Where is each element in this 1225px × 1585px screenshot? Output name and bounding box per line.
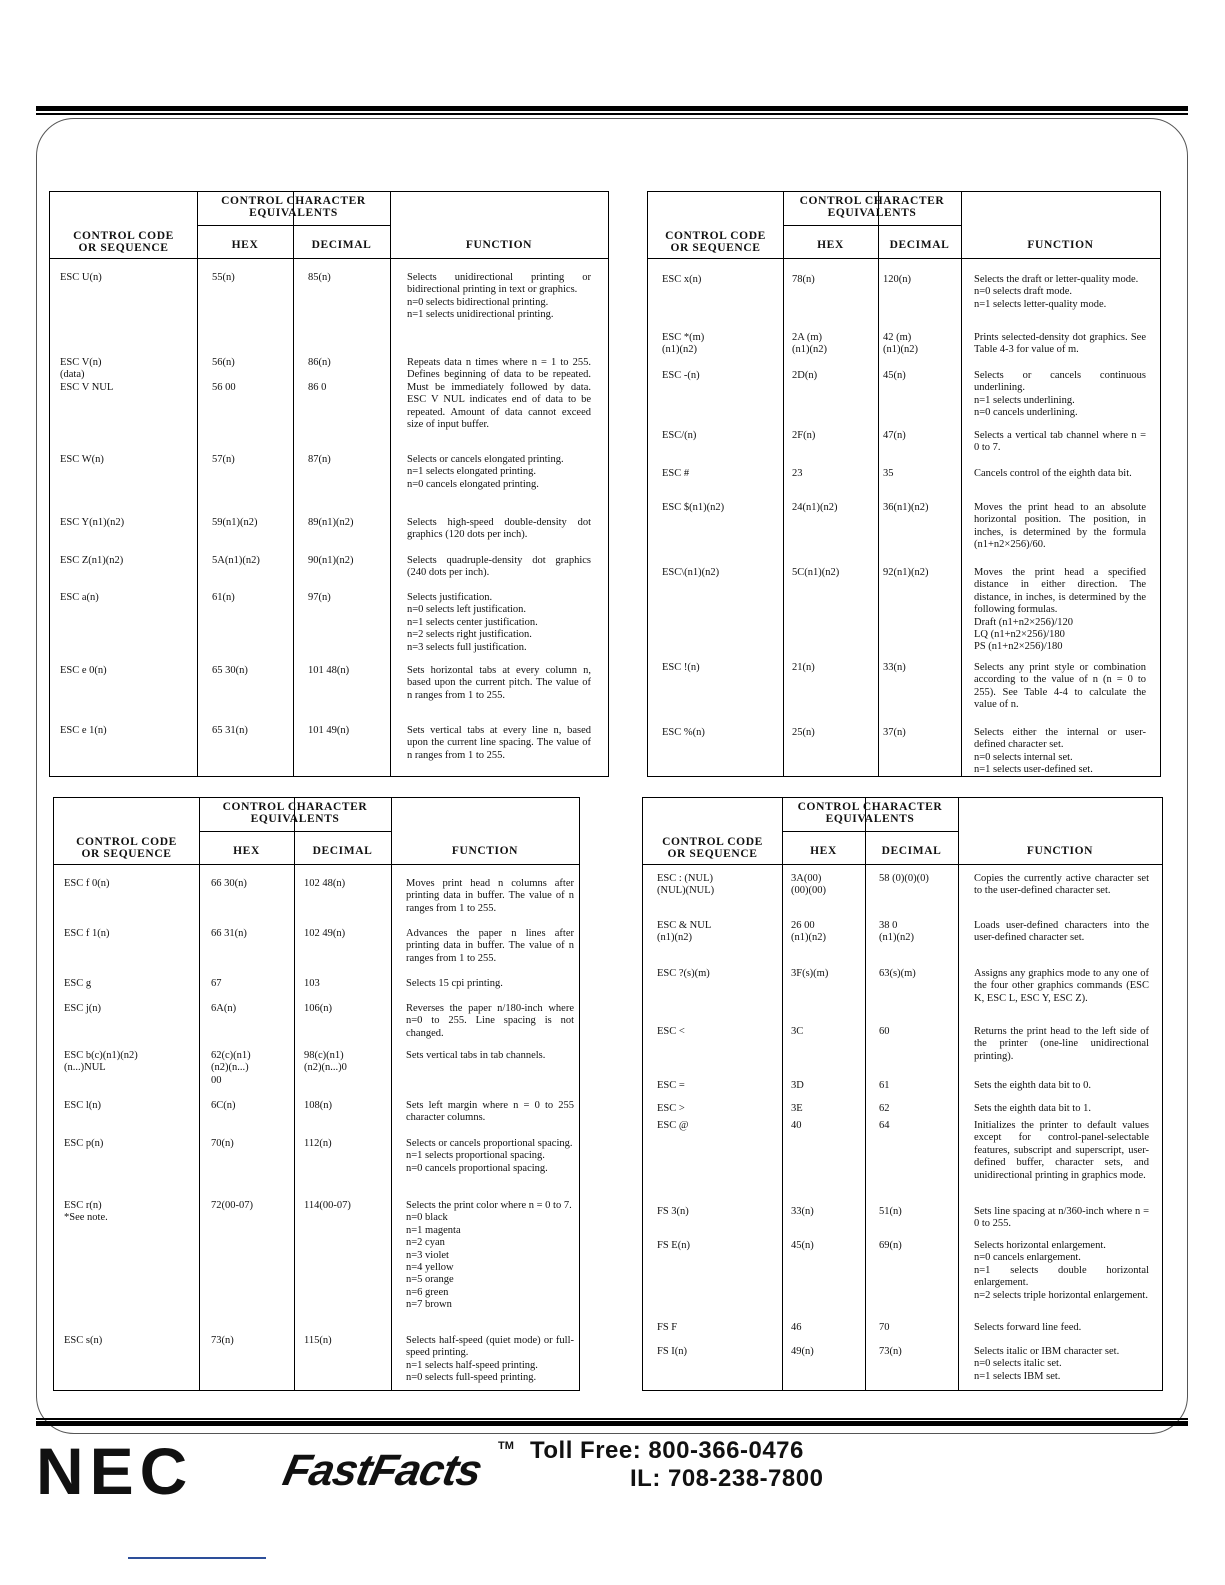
code-cell: ESC %(n) (662, 727, 705, 738)
decimal-cell: 45(n) (883, 370, 906, 381)
function-cell: Selects high-speed double-density dot graphics (120 dots per inch). (407, 517, 591, 541)
function-cell: Selects any print style or combination according to the value of n (n = 0 to 255). See Table 4-4 to calculate the value of n. (974, 662, 1146, 711)
decimal-cell: 115(n) (304, 1335, 332, 1346)
decimal-cell: 97(n) (308, 592, 331, 603)
hex-cell: 67 (211, 978, 222, 989)
bottom-link-bar (128, 1557, 266, 1559)
code-cell: ESC f 0(n) (64, 878, 110, 889)
code-cell: ESC l(n) (64, 1100, 102, 1111)
decimal-cell: 85(n) (308, 272, 331, 283)
header-function: FUNCTION (1027, 239, 1094, 251)
header-equivalents: CONTROL CHARACTER EQUIVALENTS (797, 801, 943, 825)
header-hex: HEX (231, 239, 259, 251)
column-divider (391, 798, 392, 1390)
bottom-rule-thick (36, 1421, 1188, 1426)
hex-cell: 55(n) (212, 272, 235, 283)
decimal-cell: 92(n1)(n2) (883, 567, 929, 578)
hex-cell: 78(n) (792, 274, 815, 285)
decimal-cell: 33(n) (883, 662, 906, 673)
footer (36, 1434, 1188, 1508)
code-cell: FS E(n) (657, 1240, 690, 1251)
header-equivalents: CONTROL CHARACTER EQUIVALENTS (222, 801, 368, 825)
function-cell: Sets the eighth data bit to 1. (974, 1103, 1091, 1114)
function-cell: Copies the currently active character set to the user-defined character set. (974, 873, 1149, 897)
decimal-cell: 98(c)(n1) (n2)(n...)0 (304, 1050, 347, 1074)
code-cell: ESC < (657, 1026, 685, 1037)
code-cell: ESC > (657, 1103, 685, 1114)
decimal-cell: 103 (304, 978, 320, 989)
hex-cell: 6C(n) (211, 1100, 236, 1111)
function-cell: Repeats data n times where n = 1 to 255. Defines beginning of data to be repeated. Must be immediately followed by data. ESC V NUL indicates end of data to be repeated. Amount of data cannot exceed size of input buffer. (407, 357, 591, 431)
column-divider (865, 798, 866, 1390)
decimal-cell: 47(n) (883, 430, 906, 441)
code-cell: ESC @ (657, 1120, 689, 1131)
top-rule-thick (36, 106, 1188, 111)
column-divider (782, 798, 783, 1390)
code-cell: ESC ?(s)(m) (657, 968, 710, 979)
code-cell: ESC x(n) (662, 274, 702, 285)
code-cell: ESC $(n1)(n2) (662, 502, 725, 513)
header-control-code: CONTROL CODE OR SEQUENCE (76, 836, 177, 860)
code-cell: ESC !(n) (662, 662, 700, 673)
function-cell: Selects either the internal or user-defined character set. n=0 selects internal set. n=1 selects user-defined set. (974, 727, 1146, 776)
bottom-rule-thin (36, 1418, 1188, 1420)
command-table-2 (647, 191, 1161, 777)
code-cell: ESC f 1(n) (64, 928, 110, 939)
code-cell: ESC a(n) (60, 592, 99, 603)
column-divider (958, 798, 959, 1390)
function-cell: Selects or cancels elongated printing. n=1 selects elongated printing. n=0 cancels elongated printing. (407, 454, 564, 490)
decimal-cell: 108(n) (304, 1100, 332, 1111)
command-table-1 (49, 191, 609, 777)
function-cell: Selects forward line feed. (974, 1322, 1082, 1333)
hex-cell: 73(n) (211, 1335, 234, 1346)
code-cell: ESC = (657, 1080, 685, 1091)
code-cell: ESC -(n) (662, 370, 700, 381)
hex-cell: 57(n) (212, 454, 235, 465)
hex-cell: 26 00 (n1)(n2) (791, 920, 826, 944)
hex-cell: 33(n) (791, 1206, 814, 1217)
hex-cell: 3D (791, 1080, 804, 1091)
code-cell: ESC & NUL (n1)(n2) (657, 920, 712, 944)
function-cell: Selects horizontal enlargement. n=0 cancels enlargement. n=1 selects double horizontal enlargement. n=2 selects triple horizontal enlargement. (974, 1240, 1149, 1301)
decimal-cell: 106(n) (304, 1003, 332, 1014)
hex-cell: 65 31(n) (212, 725, 248, 736)
function-cell: Selects justification. n=0 selects left justification. n=1 selects center justification. n=2 selects right justification. n=3 selects full justification. (407, 592, 538, 653)
header-decimal: DECIMAL (889, 239, 950, 251)
illinois-number: IL: 708-238-7800 (630, 1465, 824, 1492)
decimal-cell: 61 (879, 1080, 890, 1091)
hex-cell: 56(n) 56 00 (212, 357, 236, 393)
function-cell: Selects the draft or letter-quality mode. n=0 selects draft mode. n=1 selects letter-quality mode. (974, 274, 1139, 310)
hex-cell: 3F(s)(m) (791, 968, 829, 979)
header-decimal: DECIMAL (312, 845, 373, 857)
code-cell: ESC\(n1)(n2) (662, 567, 720, 578)
decimal-cell: 86(n) 86 0 (308, 357, 331, 393)
code-cell: ESC r(n) *See note. (64, 1200, 108, 1224)
hex-cell: 61(n) (212, 592, 235, 603)
equivalents-divider (197, 225, 390, 226)
code-cell: ESC U(n) (60, 272, 102, 283)
column-divider (199, 798, 200, 1390)
hex-cell: 66 30(n) (211, 878, 247, 889)
column-divider (878, 192, 879, 776)
code-cell: ESC : (NUL) (NUL)(NUL) (657, 873, 715, 897)
decimal-cell: 58 (0)(0)(0) (879, 873, 929, 884)
hex-cell: 70(n) (211, 1138, 234, 1149)
code-cell: ESC V(n) (data) ESC V NUL (60, 357, 114, 393)
code-cell: ESC Y(n1)(n2) (60, 517, 125, 528)
hex-cell: 72(00-07) (211, 1200, 253, 1211)
trademark-mark: TM (498, 1440, 514, 1452)
function-cell: Cancels control of the eighth data bit. (974, 468, 1132, 479)
decimal-cell: 35 (883, 468, 894, 479)
column-divider (294, 798, 295, 1390)
code-cell: ESC s(n) (64, 1335, 103, 1346)
toll-free-number: Toll Free: 800-366-0476 (530, 1437, 804, 1464)
decimal-cell: 63(s)(m) (879, 968, 916, 979)
header-hex: HEX (810, 845, 837, 857)
header-equivalents: CONTROL CHARACTER EQUIVALENTS (221, 195, 366, 219)
code-cell: ESC W(n) (60, 454, 104, 465)
decimal-cell: 51(n) (879, 1206, 902, 1217)
function-cell: Selects unidirectional printing or bidirectional printing in text or graphics. n=0 selects bidirectional printing. n=1 selects unidirectional printing. (407, 272, 591, 321)
code-cell: ESC/(n) (662, 430, 697, 441)
code-cell: ESC # (662, 468, 690, 479)
decimal-cell: 36(n1)(n2) (883, 502, 929, 513)
function-cell: Selects 15 cpi printing. (406, 978, 503, 989)
function-cell: Sets horizontal tabs at every column n, based upon the current pitch. The value of n ranges from 1 to 255. (407, 665, 591, 701)
decimal-cell: 114(00-07) (304, 1200, 351, 1211)
function-cell: Selects a vertical tab channel where n = 0 to 7. (974, 430, 1146, 454)
hex-cell: 45(n) (791, 1240, 814, 1251)
function-cell: Initializes the printer to default values except for control-panel-selectable features, subscript and superscript, user-defined buffer, character sets, and unidirectional printing in graphics mode. (974, 1120, 1149, 1181)
code-cell: ESC b(c)(n1)(n2) (n...)NUL (64, 1050, 138, 1074)
decimal-cell: 101 48(n) (308, 665, 350, 676)
column-divider (197, 192, 198, 776)
function-cell: Assigns any graphics mode to any one of the four other graphics commands (ESC K, ESC L, ESC Y, ESC Z). (974, 968, 1149, 1004)
hex-cell: 66 31(n) (211, 928, 247, 939)
header-function: FUNCTION (465, 239, 533, 251)
hex-cell: 2A (m) (n1)(n2) (792, 332, 827, 356)
function-cell: Sets the eighth data bit to 0. (974, 1080, 1091, 1091)
hex-cell: 59(n1)(n2) (212, 517, 258, 528)
function-cell: Sets line spacing at n/360-inch where n = 0 to 255. (974, 1206, 1149, 1230)
column-divider (783, 192, 784, 776)
code-cell: FS I(n) (657, 1346, 688, 1357)
hex-cell: 6A(n) (211, 1003, 237, 1014)
decimal-cell: 70 (879, 1322, 890, 1333)
header-equivalents: CONTROL CHARACTER EQUIVALENTS (799, 195, 945, 219)
code-cell: ESC e 1(n) (60, 725, 107, 736)
hex-cell: 40 (791, 1120, 802, 1131)
function-cell: Sets vertical tabs at every line n, based upon the current line spacing. The value of n ranges from 1 to 255. (407, 725, 591, 761)
decimal-cell: 87(n) (308, 454, 331, 465)
header-hex: HEX (233, 845, 260, 857)
function-cell: Reverses the paper n/180-inch where n=0 to 255. Line spacing is not changed. (406, 1003, 574, 1039)
function-cell: Prints selected-density dot graphics. See Table 4-3 for value of m. (974, 332, 1146, 356)
fastfacts-logo: FastFacts (278, 1446, 486, 1495)
hex-cell: 2D(n) (792, 370, 818, 381)
function-cell: Selects half-speed (quiet mode) or full-speed printing. n=1 selects half-speed printing. n=0 selects full-speed printing. (406, 1335, 574, 1384)
decimal-cell: 38 0 (n1)(n2) (879, 920, 914, 944)
decimal-cell: 73(n) (879, 1346, 902, 1357)
hex-cell: 25(n) (792, 727, 815, 738)
decimal-cell: 60 (879, 1026, 890, 1037)
function-cell: Selects quadruple-density dot graphics (240 dots per inch). (407, 555, 591, 579)
column-divider (961, 192, 962, 776)
code-cell: ESC p(n) (64, 1138, 104, 1149)
hex-cell: 2F(n) (792, 430, 816, 441)
hex-cell: 46 (791, 1322, 802, 1333)
function-cell: Sets vertical tabs in tab channels. (406, 1050, 546, 1061)
hex-cell: 3E (791, 1103, 803, 1114)
function-cell: Selects the print color where n = 0 to 7. n=0 black n=1 magenta n=2 cyan n=3 violet n=4 yellow n=5 orange n=6 green n=7 brown (406, 1200, 572, 1311)
function-cell: Loads user-defined characters into the user-defined character set. (974, 920, 1149, 944)
hex-cell: 3C (791, 1026, 804, 1037)
code-cell: ESC *(m) (n1)(n2) (662, 332, 705, 356)
header-decimal: DECIMAL (881, 845, 942, 857)
equivalents-divider (783, 225, 961, 226)
column-divider (390, 192, 391, 776)
command-table-4 (642, 797, 1163, 1391)
decimal-cell: 101 49(n) (308, 725, 350, 736)
equivalents-divider (199, 831, 391, 832)
hex-cell: 24(n1)(n2) (792, 502, 838, 513)
decimal-cell: 112(n) (304, 1138, 332, 1149)
function-cell: Moves the print head to an absolute horizontal position. The position, in inches, is determined by the formula (n1+n2×256)/60. (974, 502, 1146, 551)
code-cell: ESC e 0(n) (60, 665, 107, 676)
hex-cell: 62(c)(n1) (n2)(n...) 00 (211, 1050, 251, 1086)
decimal-cell: 37(n) (883, 727, 906, 738)
header-control-code: CONTROL CODE OR SEQUENCE (662, 836, 763, 860)
decimal-cell: 102 49(n) (304, 928, 346, 939)
function-cell: Selects italic or IBM character set. n=0 selects italic set. n=1 selects IBM set. (974, 1346, 1120, 1382)
decimal-cell: 90(n1)(n2) (308, 555, 354, 566)
header-function: FUNCTION (1026, 845, 1094, 857)
nec-logo: NEC (36, 1434, 194, 1508)
decimal-cell: 42 (m) (n1)(n2) (883, 332, 918, 356)
function-cell: Selects or cancels proportional spacing. n=1 selects proportional spacing. n=0 cancels proportional spacing. (406, 1138, 573, 1174)
code-cell: ESC Z(n1)(n2) (60, 555, 124, 566)
header-control-code: CONTROL CODE OR SEQUENCE (73, 230, 174, 254)
header-function: FUNCTION (451, 845, 519, 857)
decimal-cell: 120(n) (883, 274, 911, 285)
function-cell: Advances the paper n lines after printing data in buffer. The value of n ranges from 1 to 255. (406, 928, 574, 964)
decimal-cell: 62 (879, 1103, 890, 1114)
function-cell: Selects or cancels continuous underlining. n=1 selects underlining. n=0 cancels underlining. (974, 370, 1146, 419)
top-rule-thin (36, 113, 1188, 115)
hex-cell: 65 30(n) (212, 665, 248, 676)
code-cell: FS 3(n) (657, 1206, 689, 1217)
hex-cell: 21(n) (792, 662, 815, 673)
code-cell: FS F (657, 1322, 678, 1333)
code-cell: ESC g (64, 978, 92, 989)
column-divider (293, 192, 294, 776)
header-control-code: CONTROL CODE OR SEQUENCE (665, 230, 766, 254)
command-table-3 (53, 797, 580, 1391)
decimal-cell: 89(n1)(n2) (308, 517, 354, 528)
hex-cell: 49(n) (791, 1346, 814, 1357)
decimal-cell: 102 48(n) (304, 878, 346, 889)
hex-cell: 5C(n1)(n2) (792, 567, 840, 578)
code-cell: ESC j(n) (64, 1003, 102, 1014)
hex-cell: 23 (792, 468, 803, 479)
hex-cell: 5A(n1)(n2) (212, 555, 260, 566)
header-hex: HEX (817, 239, 844, 251)
function-cell: Returns the print head to the left side of the printer (one-line unidirectional printing). (974, 1026, 1149, 1062)
function-cell: Moves print head n columns after printing data in buffer. The value of n ranges from 1 to 255. (406, 878, 574, 914)
function-cell: Sets left margin where n = 0 to 255 character columns. (406, 1100, 574, 1124)
equivalents-divider (782, 831, 958, 832)
function-cell: Moves the print head a specified distance in either direction. The distance, in inches, is determined by the following formulas. Draft (n1+n2×256)/120 LQ (n1+n2×256)/180 PS (n1+n2×256)/180 (974, 567, 1146, 653)
decimal-cell: 69(n) (879, 1240, 902, 1251)
decimal-cell: 64 (879, 1120, 890, 1131)
header-decimal: DECIMAL (311, 239, 372, 251)
hex-cell: 3A(00) (00)(00) (791, 873, 826, 897)
